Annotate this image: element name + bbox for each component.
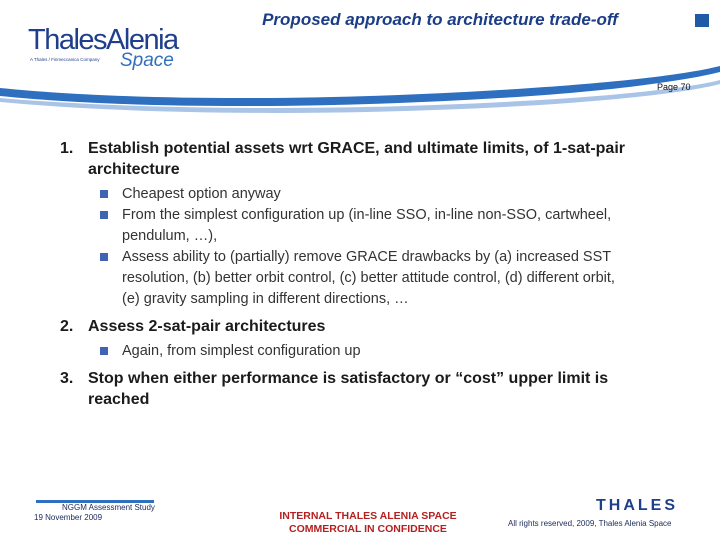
bullet-item: Again, from simplest configuration up [100, 341, 620, 362]
bullet-square-icon [100, 211, 108, 219]
numbered-item-1 [60, 138, 670, 180]
header-swoosh [0, 60, 720, 120]
logo-wordmark: ThalesAlenia [28, 24, 178, 56]
bullet-square-icon [100, 190, 108, 198]
slide-content [60, 138, 670, 410]
item-number: 1. [60, 140, 74, 157]
item-text: Establish potential assets wrt GRACE, and ultimate limits, of 1-sat-pair architecture [88, 140, 625, 178]
bullet-square-icon [100, 253, 108, 261]
bullet-item: From the simplest configuration up (in-line SSO, in-line non-SSO, cartwheel, pendulum, …), [100, 205, 620, 247]
bullet-item: Cheapest option anyway [100, 184, 620, 205]
logo-space-text: Space [120, 50, 174, 71]
bullet-square-icon [100, 347, 108, 355]
footer-date: 19 November 2009 [34, 513, 103, 522]
bullet-item: Assess ability to (partially) remove GRACE drawbacks by (a) increased SST resolution, (b) better orbit control, (c) better attitude control, (d) different orbit, (e) gravity sampling in different directions, … [100, 247, 620, 310]
classification-line-1: INTERNAL THALES ALENIA SPACE [279, 510, 457, 522]
item-number: 3. [60, 370, 74, 387]
page-number: Page 70 [657, 82, 691, 92]
logo-tagline: A Thales / Finmeccanica Company [30, 57, 100, 62]
bullet-list-1 [100, 184, 620, 310]
item-text: Stop when either performance is satisfactory or “cost” upper limit is reached [88, 370, 609, 408]
item-text: Assess 2-sat-pair architectures [88, 318, 326, 335]
numbered-item-3 [60, 368, 670, 410]
footer-study-name: NGGM Assessment Study [62, 503, 155, 512]
footer-rights: All rights reserved, 2009, Thales Alenia Space [508, 519, 672, 528]
slide-title: Proposed approach to architecture trade-off [262, 10, 618, 29]
item-number: 2. [60, 318, 74, 335]
footer-classification [258, 510, 478, 536]
classification-line-2: COMMERCIAL IN CONFIDENCE [289, 523, 447, 535]
bullet-list-2 [100, 341, 620, 362]
numbered-item-2 [60, 316, 670, 337]
thales-logo: THALES [596, 497, 678, 514]
corner-accent [695, 14, 709, 27]
